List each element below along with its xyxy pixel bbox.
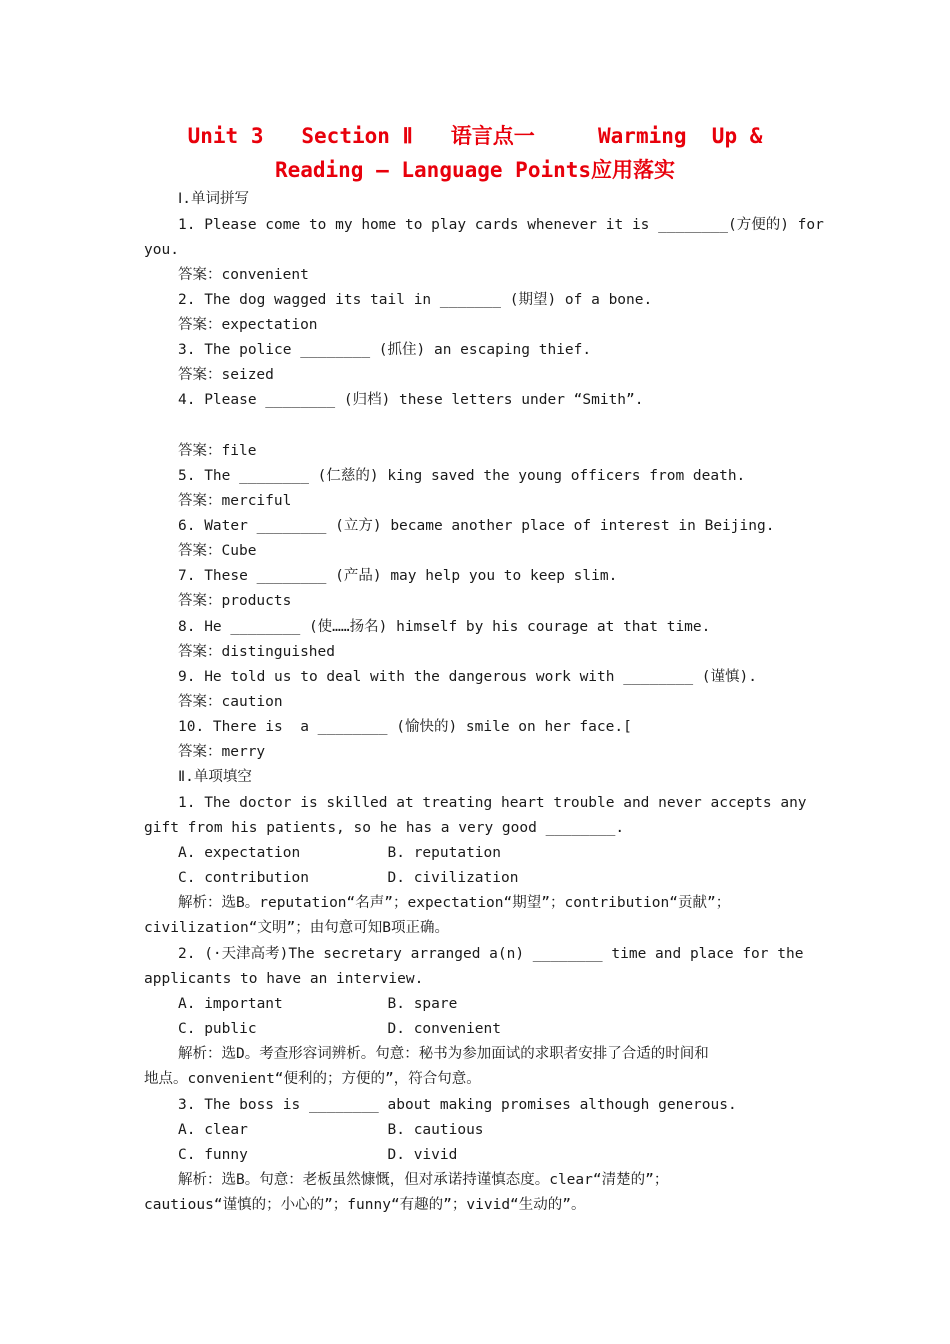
q1-7: 7. These ________ (产品) may help you to keep slim.: [178, 568, 618, 584]
q1-10: 10. There is a ________ (愉快的) smile on her face.[: [178, 719, 632, 735]
q1-1-line-1: 1. Please come to my home to play cards whenever it is ________(方便的) for: [178, 217, 824, 233]
q2-1-options-ab: A. expectation B. reputation: [178, 845, 502, 861]
answer-1-8: 答案：distinguished: [178, 644, 335, 660]
answer-1-3: 答案：seized: [178, 367, 274, 383]
q2-3-analysis-line-1: 解析：选B。句意：老板虽然慷慨，但对承诺持谨慎态度。clear“清楚的”；: [178, 1172, 669, 1188]
title-line-2: Reading — Language Points应用落实: [274, 158, 676, 182]
q2-2-line-2: applicants to have an interview.: [144, 971, 424, 987]
q1-4: 4. Please ________ (归档) these letters under “Smith”.: [178, 392, 644, 408]
answer-1-1: 答案：convenient: [178, 267, 309, 283]
q2-1-analysis-line-2: civilization“文明”；由句意可知B项正确。: [144, 920, 449, 936]
q1-1-line-2: you.: [144, 242, 179, 258]
q1-3: 3. The police ________ (抓住) an escaping thief.: [178, 342, 592, 358]
answer-1-6: 答案：Cube: [178, 543, 257, 559]
q2-3-analysis-line-2: cautious“谨慎的；小心的”；funny“有趣的”；vivid“生动的”。: [144, 1197, 586, 1213]
q1-5: 5. The ________ (仁慈的) king saved the young officers from death.: [178, 468, 746, 484]
q2-1-line-1: 1. The doctor is skilled at treating heart trouble and never accepts any: [178, 795, 807, 811]
q2-3-options-cd: C. funny D. vivid: [178, 1147, 458, 1163]
q1-6: 6. Water ________ (立方) became another place of interest in Beijing.: [178, 518, 775, 534]
answer-1-2: 答案：expectation: [178, 317, 318, 333]
q1-8: 8. He ________ (使……扬名) himself by his courage at that time.: [178, 619, 711, 635]
answer-1-4: 答案：file: [178, 443, 257, 459]
q2-1-options-cd: C. contribution D. civilization: [178, 870, 519, 886]
q2-2-options-ab: A. important B. spare: [178, 996, 458, 1012]
q2-3: 3. The boss is ________ about making promises although generous.: [178, 1097, 737, 1113]
q2-3-options-ab: A. clear B. cautious: [178, 1122, 484, 1138]
q1-9: 9. He told us to deal with the dangerous work with ________ (谨慎).: [178, 669, 757, 685]
q2-2-analysis-line-2: 地点。convenient“便利的；方便的”，符合句意。: [144, 1071, 481, 1087]
answer-1-9: 答案：caution: [178, 694, 283, 710]
title-line-1: Unit 3 Section Ⅱ 语言点一 Warming Up &: [187, 124, 763, 148]
section-1-heading: Ⅰ.单词拼写: [178, 191, 250, 207]
answer-1-5: 答案：merciful: [178, 493, 292, 509]
answer-1-10: 答案：merry: [178, 744, 266, 760]
q2-2-options-cd: C. public D. convenient: [178, 1021, 502, 1037]
q2-2-analysis-line-1: 解析：选D。考查形容词辨析。句意：秘书为参加面试的求职者安排了合适的时间和: [178, 1046, 709, 1062]
answer-1-7: 答案：products: [178, 593, 292, 609]
q2-2-line-1: 2. (·天津高考)The secretary arranged a(n) ________ time and place for the: [178, 946, 804, 962]
q2-1-line-2: gift from his patients, so he has a very good ________.: [144, 820, 625, 836]
q2-1-analysis-line-1: 解析：选B。reputation“名声”；expectation“期望”；contribution“贡献”；: [178, 895, 731, 911]
section-2-heading: Ⅱ.单项填空: [178, 769, 252, 785]
q1-2: 2. The dog wagged its tail in _______ (期望) of a bone.: [178, 292, 653, 308]
